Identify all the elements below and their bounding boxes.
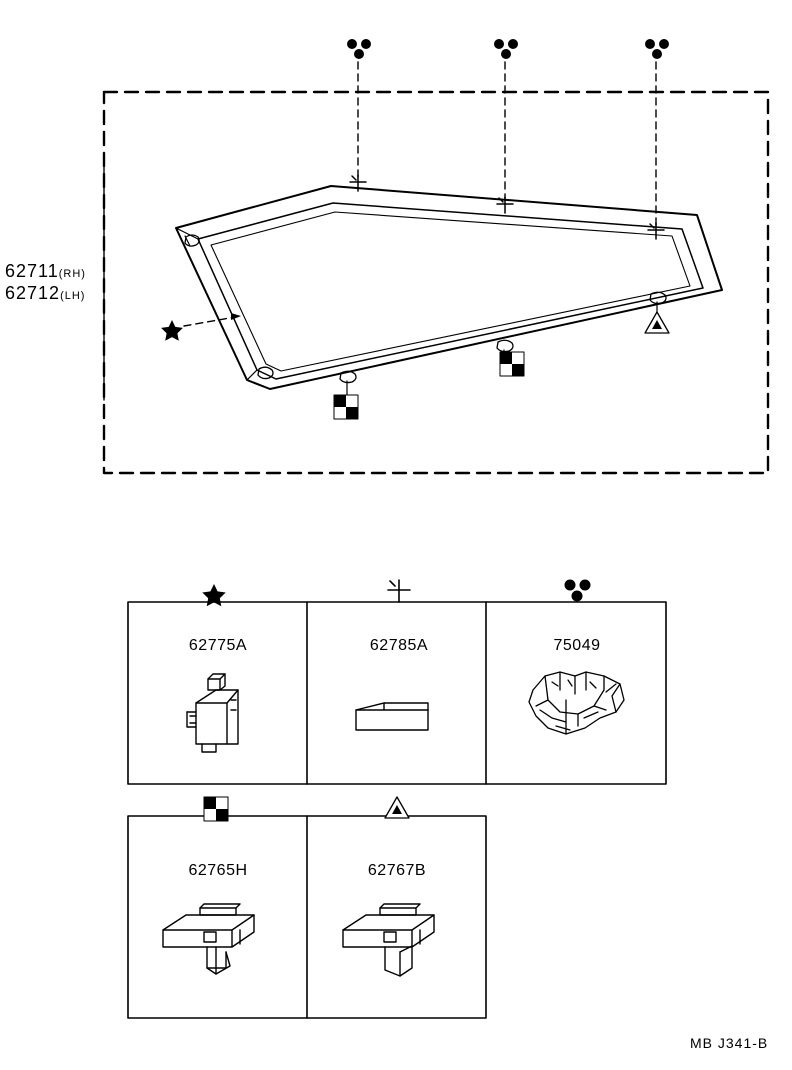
assembly-number-rh: 62711(RH) <box>5 261 86 281</box>
legend-box-row2 <box>128 816 486 1018</box>
legend-part-number-62785A: 62785A <box>369 637 429 654</box>
legend-symbol-cross <box>388 580 410 602</box>
quarter-window-moulding-inner <box>198 203 703 379</box>
leader-star <box>184 316 241 326</box>
quarter-window-glass-edge <box>211 212 690 371</box>
glass-clip-pad-bottom-center <box>340 371 356 382</box>
glass-clip-pad-lower-left <box>258 367 273 378</box>
trefoil-symbol-1 <box>347 39 371 59</box>
part-illustration-62767B <box>343 904 434 976</box>
leader-star-arrow <box>231 313 241 320</box>
glass-clip-pad-right <box>650 292 666 303</box>
cross-marker-3 <box>648 223 664 239</box>
part-illustration-62775A <box>187 674 238 752</box>
legend-symbol-triangle <box>385 797 409 818</box>
legend-part-number-62775A: 62775A <box>188 637 248 654</box>
quarter-window-glass <box>176 186 722 389</box>
glass-clip-pad-bottom-mid <box>497 340 513 351</box>
triangle-symbol-diagram <box>645 312 669 333</box>
assembly-number-lh: 62712(LH) <box>5 283 86 303</box>
part-illustration-75049 <box>529 672 624 734</box>
figure-code: MB J341-B <box>690 1035 769 1051</box>
legend-symbol-star <box>202 584 225 606</box>
legend-symbol-checker <box>204 797 228 821</box>
checker-symbol-diagram-2 <box>500 352 524 376</box>
part-illustration-62765H <box>163 904 254 974</box>
cross-marker-1 <box>350 175 366 191</box>
legend-symbol-trefoil <box>565 580 591 602</box>
glass-clip-pad-upper-left <box>185 235 199 246</box>
part-illustration-62785A <box>356 703 428 730</box>
glass-left-end-detail <box>176 228 257 380</box>
trefoil-symbol-3 <box>645 39 669 59</box>
star-symbol <box>161 320 183 341</box>
legend-part-number-62765H: 62765H <box>188 862 248 879</box>
assembly-dashed-box <box>104 92 768 473</box>
legend-part-number-62767B: 62767B <box>367 862 427 879</box>
cross-marker-2 <box>497 197 513 213</box>
checker-symbol-diagram-1 <box>334 395 358 419</box>
legend-box-row1 <box>128 602 666 784</box>
trefoil-symbol-2 <box>494 39 518 59</box>
legend-part-number-75049: 75049 <box>553 637 601 654</box>
